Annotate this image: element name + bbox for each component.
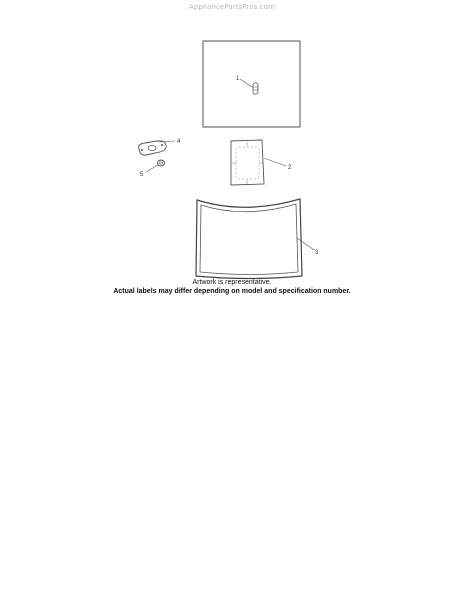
watermark: AppliancePartsPros.com [188, 3, 276, 11]
part-label-3: 3 [315, 250, 319, 256]
leader-line-2 [264, 158, 286, 166]
leader-line-5 [146, 165, 158, 172]
panel [203, 41, 300, 127]
caption-artwork-note: Artwork is representative. [192, 279, 272, 286]
part-5-nut[interactable] [146, 160, 165, 172]
part-label-4: 4 [177, 139, 181, 145]
part-2-gasket-pad[interactable] [231, 140, 286, 185]
part-label-1: 1 [236, 76, 240, 82]
part-label-2: 2 [288, 165, 292, 171]
part-label-5: 5 [140, 172, 144, 178]
part-4-mounting-flange[interactable] [139, 141, 175, 155]
caption-labels-note: Actual labels may differ depending on model and specification number. [113, 288, 351, 295]
part-3-window-gasket[interactable] [196, 199, 314, 279]
